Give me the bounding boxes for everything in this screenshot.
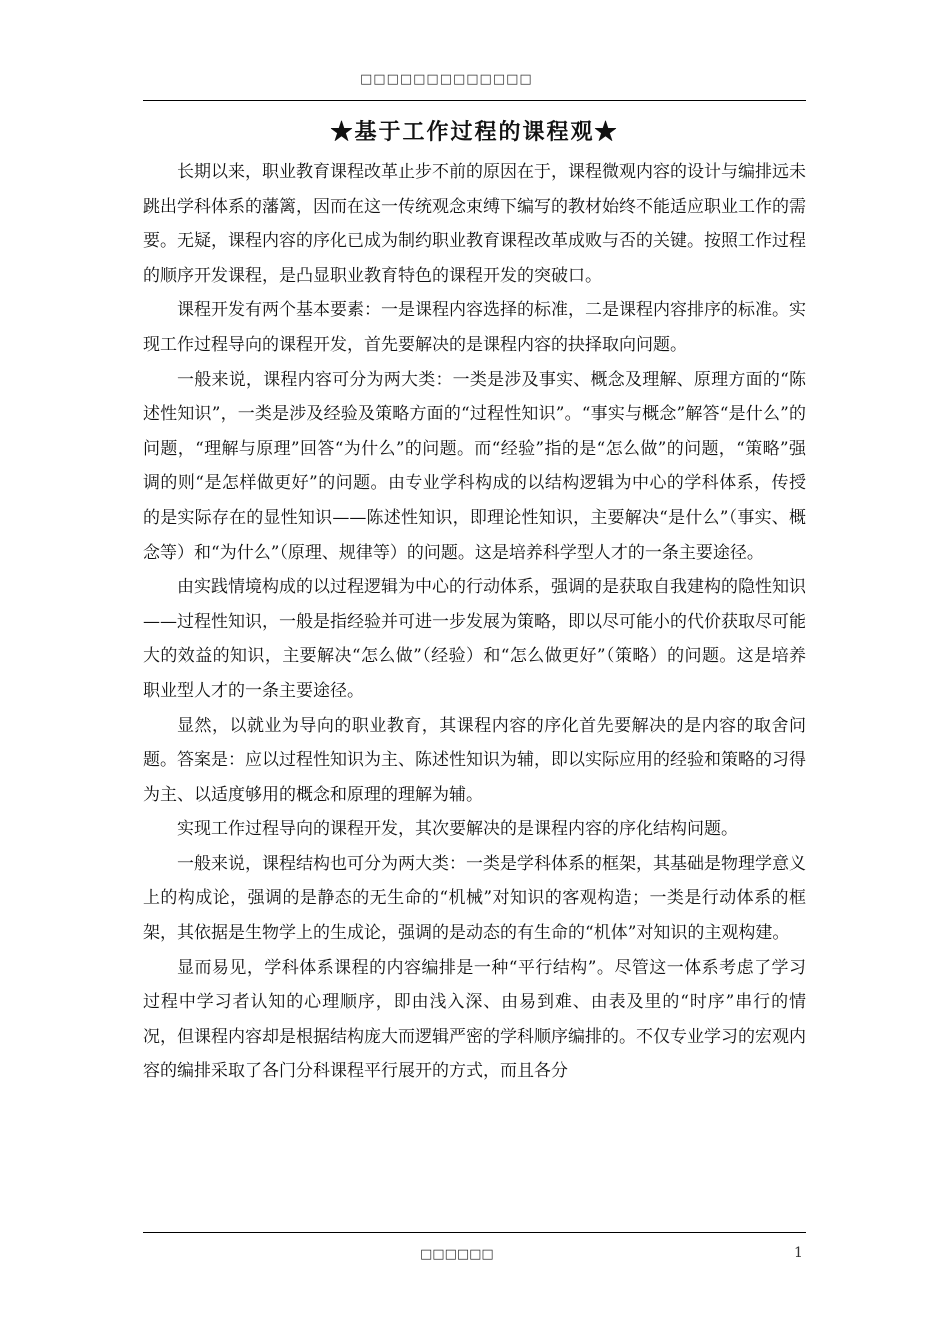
paragraph-5: 显然，以就业为导向的职业教育，其课程内容的序化首先要解决的是内容的取舍问题。答案是：应以过程性知识为主、陈述性知识为辅，即以实际应用的经验和策略的习得为主、以适度够用的概念和原理的理解为辅。 [143, 715, 806, 805]
paragraph-7: 一般来说，课程结构也可分为两大类：一类是学科体系的框架，其基础是物理学意义上的构成论，强调的是静态的无生命的“机械”对知识的客观构造；一类是行动体系的框架，其依据是生物学上的生成论，强调的是动态的有生命的“机体”对知识的主观构建。 [143, 853, 806, 944]
paragraph-2: 课程开发有两个基本要素：一是课程内容选择的标准，二是课程内容排序的标准。实现工作过程导向的课程开发，首先要解决的是课程内容的抉择取向问题。 [143, 300, 806, 355]
header-rule [143, 100, 806, 101]
page-header-text: □□□□□□□□□□□□□ [360, 72, 533, 87]
paragraph-3: 一般来说，课程内容可分为两大类：一类是涉及事实、概念及理解、原理方面的“陈述性知识”，一类是涉及经验及策略方面的“过程性知识”。“事实与概念”解答“是什么”的问题，“理解与原理”回答“为什么”的问题。而“经验”指的是“怎么做”的问题，“策略”强调的则“是怎样做更好”的问题。由专业学科构成的以结构逻辑为中心的学科体系，传授的是实际存在的显性知识——陈述性知识，即理论性知识，主要解决“是什么”（事实、概念等）和“为什么”（原理、规律等）的问题。这是培养科学型人才的一条主要途径。 [143, 369, 806, 563]
paragraph-8: 显而易见，学科体系课程的内容编排是一种“平行结构”。尽管这一体系考虑了学习过程中学习者认知的心理顺序，即由浅入深、由易到难、由表及里的“时序”串行的情况，但课程内容却是根据结构庞大而逻辑严密的学科顺序编排的。不仅专业学习的宏观内容的编排采取了各门分科课程平行展开的方式，而且各分 [143, 957, 806, 1082]
footer-rule [143, 1232, 806, 1233]
page-footer-text: □□□□□□ [420, 1247, 494, 1262]
page-number: 1 [794, 1245, 803, 1261]
paragraph-6: 实现工作过程导向的课程开发，其次要解决的是课程内容的序化结构问题。 [177, 819, 738, 840]
document-body [143, 155, 806, 1089]
paragraph-4: 由实践情境构成的以过程逻辑为中心的行动体系，强调的是获取自我建构的隐性知识——过程性知识，一般是指经验并可进一步发展为策略，即以尽可能小的代价获取尽可能大的效益的知识，主要解决“怎么做”（经验）和“怎么做更好”（策略）的问题。这是培养职业型人才的一条主要途径。 [143, 577, 806, 701]
paragraph-1: 长期以来，职业教育课程改革止步不前的原因在于，课程微观内容的设计与编排远未跳出学科体系的藩篱，因而在这一传统观念束缚下编写的教材始终不能适应职业工作的需要。无疑，课程内容的序化已成为制约职业教育课程改革成败与否的关键。按照工作过程的顺序开发课程，是凸显职业教育特色的课程开发的突破口。 [143, 162, 806, 286]
document-title: ★基于工作过程的课程观★ [330, 119, 619, 145]
